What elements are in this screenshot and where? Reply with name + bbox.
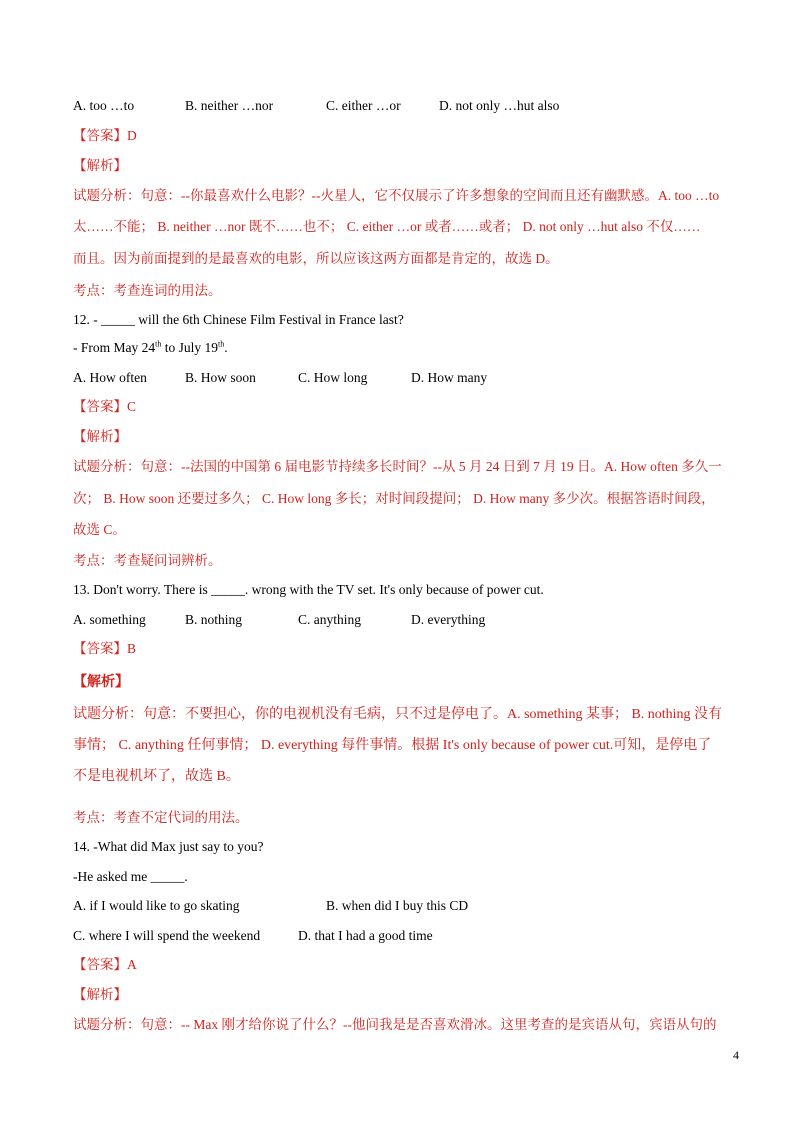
q11-point: 考点：考查连词的用法。 bbox=[73, 283, 222, 298]
q11-options bbox=[73, 97, 733, 115]
q12-analysis-line-1: 试题分析：句意：--法国的中国第 6 届电影节持续多长时间？--从 5 月 24 日到 7 月 19 日。A. How often 多久一 bbox=[73, 459, 722, 474]
q14-options-row-2 bbox=[73, 927, 733, 945]
q14-option-d: D. that I had a good time bbox=[298, 928, 433, 943]
q11-analysis-label: 【解析】 bbox=[73, 158, 127, 173]
q14-reply: -He asked me _____. bbox=[73, 869, 188, 884]
q11-analysis-line-3: 而且。因为前面提到的是最喜欢的电影，所以应该这两方面都是肯定的，故选 D。 bbox=[73, 251, 559, 266]
q12-reply-middle: to July 19 bbox=[161, 340, 218, 355]
q11-option-d: D. not only …hut also bbox=[439, 98, 560, 113]
q13-options bbox=[73, 611, 733, 629]
q14-option-c: C. where I will spend the weekend bbox=[73, 928, 261, 943]
q11-answer: 【答案】D bbox=[73, 128, 137, 143]
q12-answer: 【答案】C bbox=[73, 399, 137, 414]
q13-option-a: A. something bbox=[73, 612, 146, 627]
q13-analysis-line-1: 试题分析：句意：不要担心，你的电视机没有毛病，只不过是停电了。A. something 某事； B. nothing 没有 bbox=[73, 707, 723, 722]
q13-question: 13. Don't worry. There is _____. wrong with the TV set. It's only because of power cut. bbox=[73, 582, 544, 597]
q14-options-row-1 bbox=[73, 897, 733, 915]
q12-reply bbox=[73, 339, 228, 357]
q13-analysis-line-3: 不是电视机坏了，故选 B。 bbox=[73, 769, 240, 784]
q13-answer: 【答案】B bbox=[73, 641, 137, 656]
q12-options bbox=[73, 369, 733, 387]
q11-analysis-line-2: 太……不能； B. neither …nor 既不……也不； C. either …or 或者……或者； D. not only …hut also 不仅…… bbox=[73, 219, 701, 234]
q14-answer: 【答案】A bbox=[73, 957, 137, 972]
page-number: 4 bbox=[733, 1048, 739, 1062]
q11-option-c: C. either …or bbox=[326, 98, 401, 113]
q14-analysis-line-1: 试题分析：句意：-- Max 刚才给你说了什么？--他问我是是否喜欢滑冰。这里考查的是宾语从句，宾语从句的 bbox=[73, 1017, 717, 1032]
q13-option-c: C. anything bbox=[298, 612, 361, 627]
q14-analysis-label: 【解析】 bbox=[73, 987, 127, 1002]
q12-analysis-line-2: 次； B. How soon 还要过多久； C. How long 多长；对时间段提问； D. How many 多少次。根据答语时间段， bbox=[73, 491, 715, 506]
q12-reply-sup-2: th bbox=[218, 339, 225, 349]
q11-analysis-line-1: 试题分析：句意：--你最喜欢什么电影？--火星人，它不仅展示了许多想象的空间而且还有幽默感。A. too …to bbox=[73, 188, 720, 203]
q14-option-a: A. if I would like to go skating bbox=[73, 898, 240, 913]
q13-option-b: B. nothing bbox=[185, 612, 243, 627]
q14-question: 14. -What did Max just say to you? bbox=[73, 839, 264, 854]
q14-option-b: B. when did I buy this CD bbox=[326, 898, 469, 913]
q12-option-d: D. How many bbox=[411, 370, 488, 385]
q11-option-b: B. neither …nor bbox=[185, 98, 274, 113]
q12-analysis-label: 【解析】 bbox=[73, 429, 127, 444]
q12-reply-sup-1: th bbox=[155, 339, 162, 349]
q12-option-b: B. How soon bbox=[185, 370, 256, 385]
q13-point: 考点：考查不定代词的用法。 bbox=[73, 810, 249, 825]
q12-reply-end: . bbox=[224, 340, 228, 355]
q13-option-d: D. everything bbox=[411, 612, 486, 627]
q12-analysis-line-3: 故选 C。 bbox=[73, 522, 126, 537]
q13-analysis-line-2: 事情； C. anything 任何事情； D. everything 每件事情。根据 It's only because of power cut.可知，是停电了 bbox=[73, 738, 712, 753]
q12-point: 考点：考查疑问词辨析。 bbox=[73, 553, 222, 568]
q13-analysis-label: 【解析】 bbox=[73, 675, 129, 690]
q12-option-a: A. How often bbox=[73, 370, 147, 385]
q12-question: 12. - _____ will the 6th Chinese Film Festival in France last? bbox=[73, 312, 404, 327]
q11-option-a: A. too …to bbox=[73, 98, 135, 113]
q12-reply-start: - From May 24 bbox=[73, 340, 156, 355]
q12-option-c: C. How long bbox=[298, 370, 368, 385]
